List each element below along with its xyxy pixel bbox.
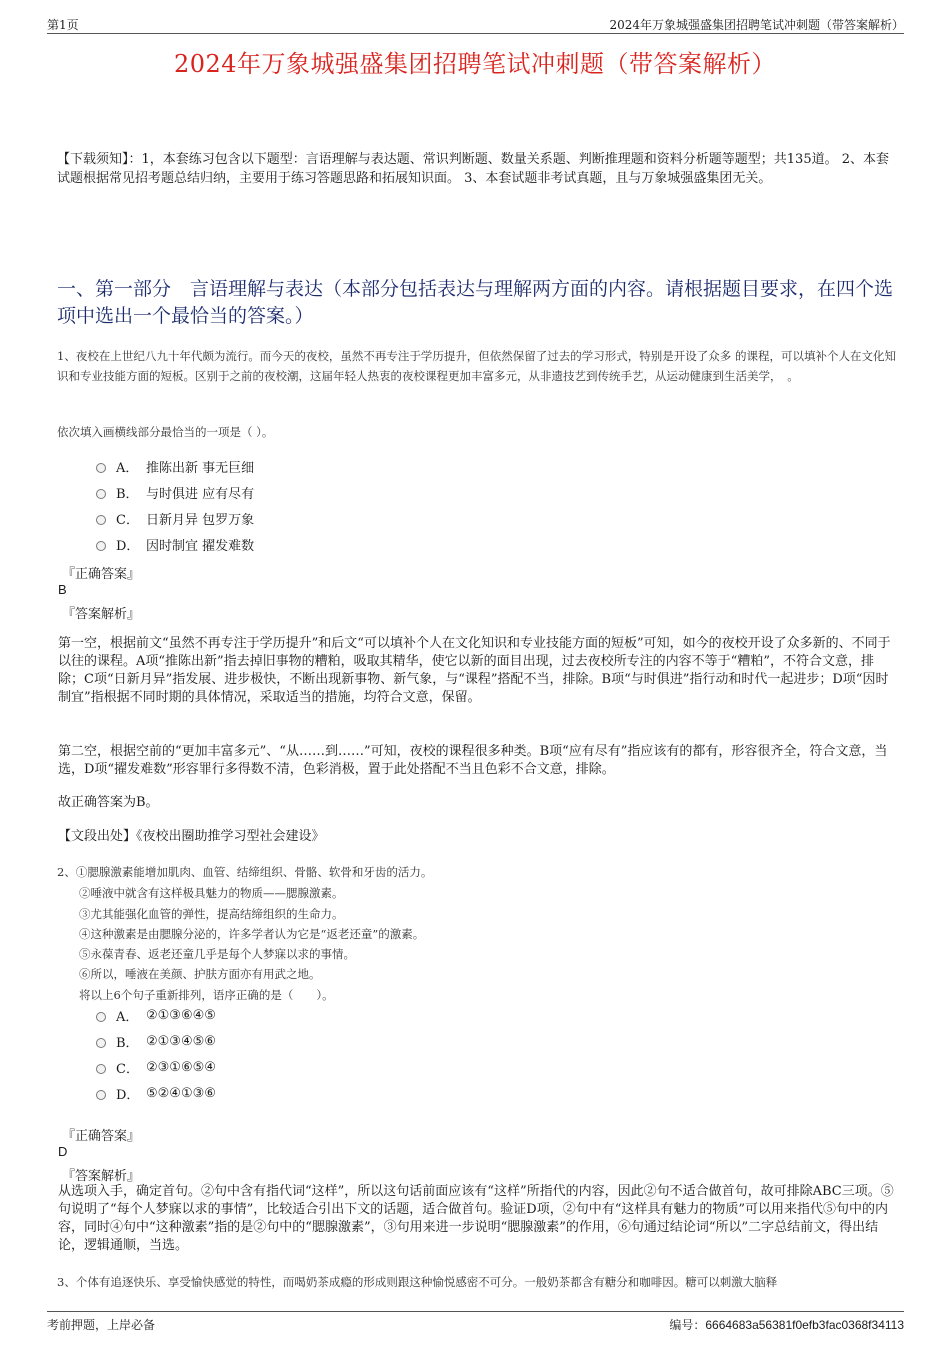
q1-answer: B [58,582,67,597]
q1-analysis-p2: 第二空，根据空前的“更加丰富多元”、“从……到……”可知，夜校的课程很多种类。B项“应有尽有”指应该有的都有，形容很齐全，符合文意，当选，D项“擢发难数”形容罪行多得数不清，色彩消极，置于此处搭配不当且色彩不合文意，排除。 [58,744,888,777]
q1-option-c[interactable]: C． 日新月异 包罗万象 [96,505,254,531]
header-doc-name: 2024年万象城强盛集团招聘笔试冲刺题（带答案解析） [609,18,904,32]
q1-source: 【文段出处】《夜校出圈助推学习型社会建设》 [58,829,325,844]
page-header [47,14,904,34]
radio-icon[interactable] [96,1038,106,1048]
q2-answer-label: 『正确答案』 [62,1129,141,1144]
q1-answer-label: 『正确答案』 [62,567,141,582]
section-heading: 一、第一部分 言语理解与表达（本部分包括表达与理解两方面的内容。请根据题目要求，在四个选项中选出一个最恰当的答案。） [57,278,894,327]
q1-option-a[interactable]: A． 推陈出新 事无巨细 [96,453,254,479]
q1-options [96,453,254,557]
q1-analysis-label: 『答案解析』 [62,607,141,622]
q1-analysis-p1: 第一空，根据前文“虽然不再专注于学历提升”和后文“可以填补个人在文化知识和专业技能方面的短板”可知，如今的夜校开设了众多新的、不同于以往的课程。A项“推陈出新”指去掉旧事物的糟粕，吸取其精华，使它以新的面目出现，过去夜校所专注的内容不等于“糟粕”，不符合文意，排除；C项“日新月异”指发展、进步极快，不断出现新事物、新气象，与“课程”搭配不当，排除。B项“与时俱进”指行动和时代一起进步；D项“因时制宜”指根据不同时期的具体情况，采取适当的措施，均符合文意，保留。 [58,636,891,705]
q2-option-d[interactable]: D． ⑤②④①③⑥ [96,1080,216,1106]
radio-icon[interactable] [96,515,106,525]
footer-slogan: 考前押题，上岸必备 [47,1318,156,1332]
q2-prompt: 将以上6个句子重新排列，语序正确的是（ ）。 [79,988,334,1002]
q2-line: ⑥所以，唾液在美颜、护肤方面亦有用武之地。 [79,967,321,981]
download-notice: 【下载须知】：1，本套练习包含以下题型：言语理解与表达题、常识判断题、数量关系题、判断推理题和资料分析题等题型；共135道。 2、本套试题根据常见招考题总结归纳，主要用于练习答题思路和拓展知识面。 3、本套试题非考试真题，且与万象城强盛集团无关。 [57,152,889,186]
q2-analysis: 从选项入手，确定首句。②句中含有指代词“这样”，所以这句话前面应该有“这样”所指代的内容，因此②句不适合做首句，故可排除ABC三项。⑤句说明了“每个人梦寐以求的事情”，比较适合引出下文的话题，适合做首句。验证D项，②句中有“这样具有魅力的物质”可以用来指代⑤句中的内容，同时④句中“这种激素”指的是②句中的“腮腺激素”，③句用来进一步说明“腮腺激素”的作用，⑥句通过结论词“所以”二字总结前文，得出结论，逻辑通顺，当选。 [58,1184,894,1253]
q2-line: ③尤其能强化血管的弹性，提高结缔组织的生命力。 [79,907,344,921]
radio-icon[interactable] [96,463,106,473]
radio-icon[interactable] [96,489,106,499]
q1-prompt: 依次填入画横线部分最恰当的一项是（ ）。 [57,425,274,439]
radio-icon[interactable] [96,1064,106,1074]
q2-options [96,1002,216,1106]
q3-stem: 3、个体有追逐快乐、享受愉快感觉的特性，而喝奶茶成瘾的形成则跟这种愉悦感密不可分。一般奶茶都含有糖分和咖啡因。糖可以刺激大脑释 [57,1275,778,1289]
q2-option-c[interactable]: C． ②③①⑥⑤④ [96,1054,216,1080]
q1-stem: 1、夜校在上世纪八九十年代颇为流行。而今天的夜校，虽然不再专注于学历提升，但依然保留了过去的学习形式，特别是开设了众多 的课程，可以填补个人在文化知识和专业技能方面的短板。区别于之前的夜校潮，这届年轻人热衷的夜校课程更加丰富多元，从非遗技艺到传统手艺，从运动健康到生活美学， 。 [57,349,896,383]
q2-option-b[interactable]: B． ②①③④⑤⑥ [96,1028,216,1054]
radio-icon[interactable] [96,1012,106,1022]
q2-line: ②唾液中就含有这样极具魅力的物质——腮腺激素。 [79,886,344,900]
page-number: 第1页 [47,18,79,32]
q2-answer: D [58,1144,68,1159]
document-title: 2024年万象城强盛集团招聘笔试冲刺题（带答案解析） [173,50,777,78]
radio-icon[interactable] [96,1090,106,1100]
q2-line: ⑤永葆青春、返老还童几乎是每个人梦寐以求的事情。 [79,947,355,961]
q1-conclusion: 故正确答案为B。 [58,795,159,810]
q2-line: ④这种激素是由腮腺分泌的，许多学者认为它是“返老还童”的激素。 [79,927,425,941]
radio-icon[interactable] [96,541,106,551]
q1-option-b[interactable]: B． 与时俱进 应有尽有 [96,479,254,505]
q1-option-d[interactable]: D． 因时制宜 擢发难数 [96,531,254,557]
footer-doc-id: 编号：6664683a56381f0efb3fac0368f34113 [669,1318,904,1332]
q2-analysis-label: 『答案解析』 [62,1169,141,1184]
q2-option-a[interactable]: A． ②①③⑥④⑤ [96,1002,216,1028]
page-footer [47,1311,904,1335]
q2-line: 2、①腮腺激素能增加肌肉、血管、结缔组织、骨骼、软骨和牙齿的活力。 [57,865,433,879]
